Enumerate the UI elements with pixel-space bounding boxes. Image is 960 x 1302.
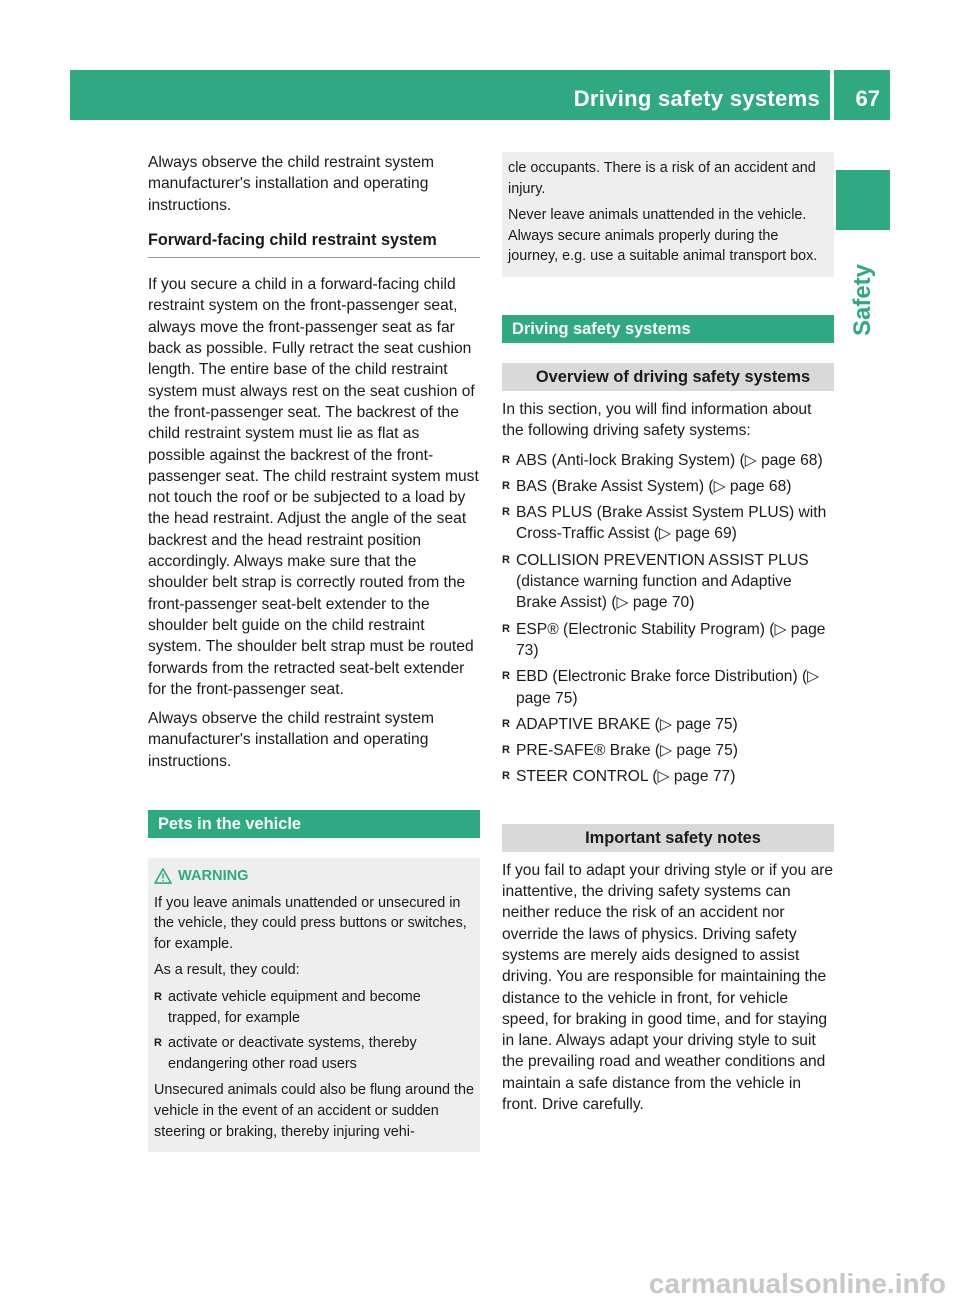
warning-box-continued <box>502 152 834 277</box>
system-item: R STEER CONTROL (▷ page 77) <box>502 766 834 787</box>
system-item: R COLLISION PREVENTION ASSIST PLUS (distance warning function and Adaptive Brake Assist) (▷ page 70) <box>502 550 834 614</box>
observe-instructions-paragraph: Always observe the child restraint system manufacturer's installation and operating instructions. <box>148 710 434 770</box>
watermark: carmanualsonline.info <box>648 1268 946 1299</box>
section-side-label: Safety <box>849 263 876 337</box>
warning-triangle-icon <box>154 868 172 884</box>
warning-header <box>154 866 474 887</box>
intro-paragraph: Always observe the child restraint system manufacturer's installation and operating instructions. <box>148 154 434 214</box>
overview-intro: In this section, you will find information about the following driving safety systems: <box>502 400 812 440</box>
subheading-forward-facing: Forward-facing child restraint system <box>148 230 480 258</box>
warning-text-3: Unsecured animals could also be flung around the vehicle in the event of an accident or sudden steering or braking, thereby injuring vehi- <box>154 1082 474 1140</box>
warning-bullet: R activate vehicle equipment and become trapped, for example <box>154 987 474 1028</box>
section-band-pets: Pets in the vehicle <box>148 810 480 838</box>
system-item: R BAS (Brake Assist System) (▷ page 68) <box>502 476 834 497</box>
system-item: R ADAPTIVE BRAKE (▷ page 75) <box>502 714 834 735</box>
subsection-band-overview: Overview of driving safety systems <box>502 363 834 391</box>
right-column <box>502 152 834 1123</box>
section-band-driving-safety: Driving safety systems <box>502 315 834 343</box>
important-notes-paragraph: If you fail to adapt your driving style or if you are inattentive, the driving safety systems can neither reduce the risk of an accident nor override the laws of physics. Driving safety systems are merely aids designed to assist driving. You are responsible for maintaining the distance to the vehicle in front, for vehicle speed, for braking in good time, and for staying in lane. Always adapt your driving style to suit the prevailing road and weather conditions and maintain a safe distance from the vehicle in front. Drive carefully. <box>502 861 834 1113</box>
warning-text-1: If you leave animals unattended or unsecured in the vehicle, they could press buttons or switches, for example. <box>154 894 467 952</box>
system-item: R PRE-SAFE® Brake (▷ page 75) <box>502 740 834 761</box>
warning-text-2: As a result, they could: <box>154 962 300 979</box>
systems-list <box>502 450 834 788</box>
subsection-band-important-notes: Important safety notes <box>502 824 834 852</box>
warning-continued-2: Never leave animals unattended in the vehicle. Always secure animals properly during the journey, e.g. use a suitable animal transport box. <box>508 207 818 265</box>
warning-box <box>148 858 480 1152</box>
page-header-title: Driving safety systems <box>573 86 820 111</box>
system-item: R ESP® (Electronic Stability Program) (▷ page 73) <box>502 619 834 662</box>
warning-label: WARNING <box>178 868 249 885</box>
warning-bullet: R activate or deactivate systems, thereby endangering other road users <box>154 1033 474 1074</box>
page-header-bar <box>70 70 890 120</box>
system-item: R BAS PLUS (Brake Assist System PLUS) with Cross-Traffic Assist (▷ page 69) <box>502 502 834 545</box>
section-side-tab <box>836 170 890 230</box>
system-item: R EBD (Electronic Brake force Distribution) (▷ page 75) <box>502 666 834 709</box>
warning-continued-1: cle occupants. There is a risk of an accident and injury. <box>508 160 816 197</box>
system-item: R ABS (Anti-lock Braking System) (▷ page 68) <box>502 450 834 471</box>
header-separator <box>830 70 834 120</box>
page-number: 67 <box>855 86 880 111</box>
forward-facing-paragraph: If you secure a child in a forward-facing child restraint system on the front-passenger seat, always move the front-passenger seat as far back as possible. Fully retract the seat cushion length. The entire base of the child restraint system must always rest on the seat cushion of the front-passenger seat. The backrest of the child restraint system must lie as flat as possible against the backrest of the front-passenger seat. The child restraint system must not touch the roof or be subjected to a load by the head restraint. Adjust the angle of the seat backrest and the head restraint position accordingly. Always make sure that the shoulder belt strap is correctly routed from the front-passenger seat-belt extender to the shoulder belt guide on the child restraint system. The shoulder belt strap must be routed forwards from the retracted seat-belt extender for the front-passenger seat. <box>148 276 479 698</box>
warning-bullet-list <box>154 987 474 1074</box>
left-column <box>148 152 480 1152</box>
